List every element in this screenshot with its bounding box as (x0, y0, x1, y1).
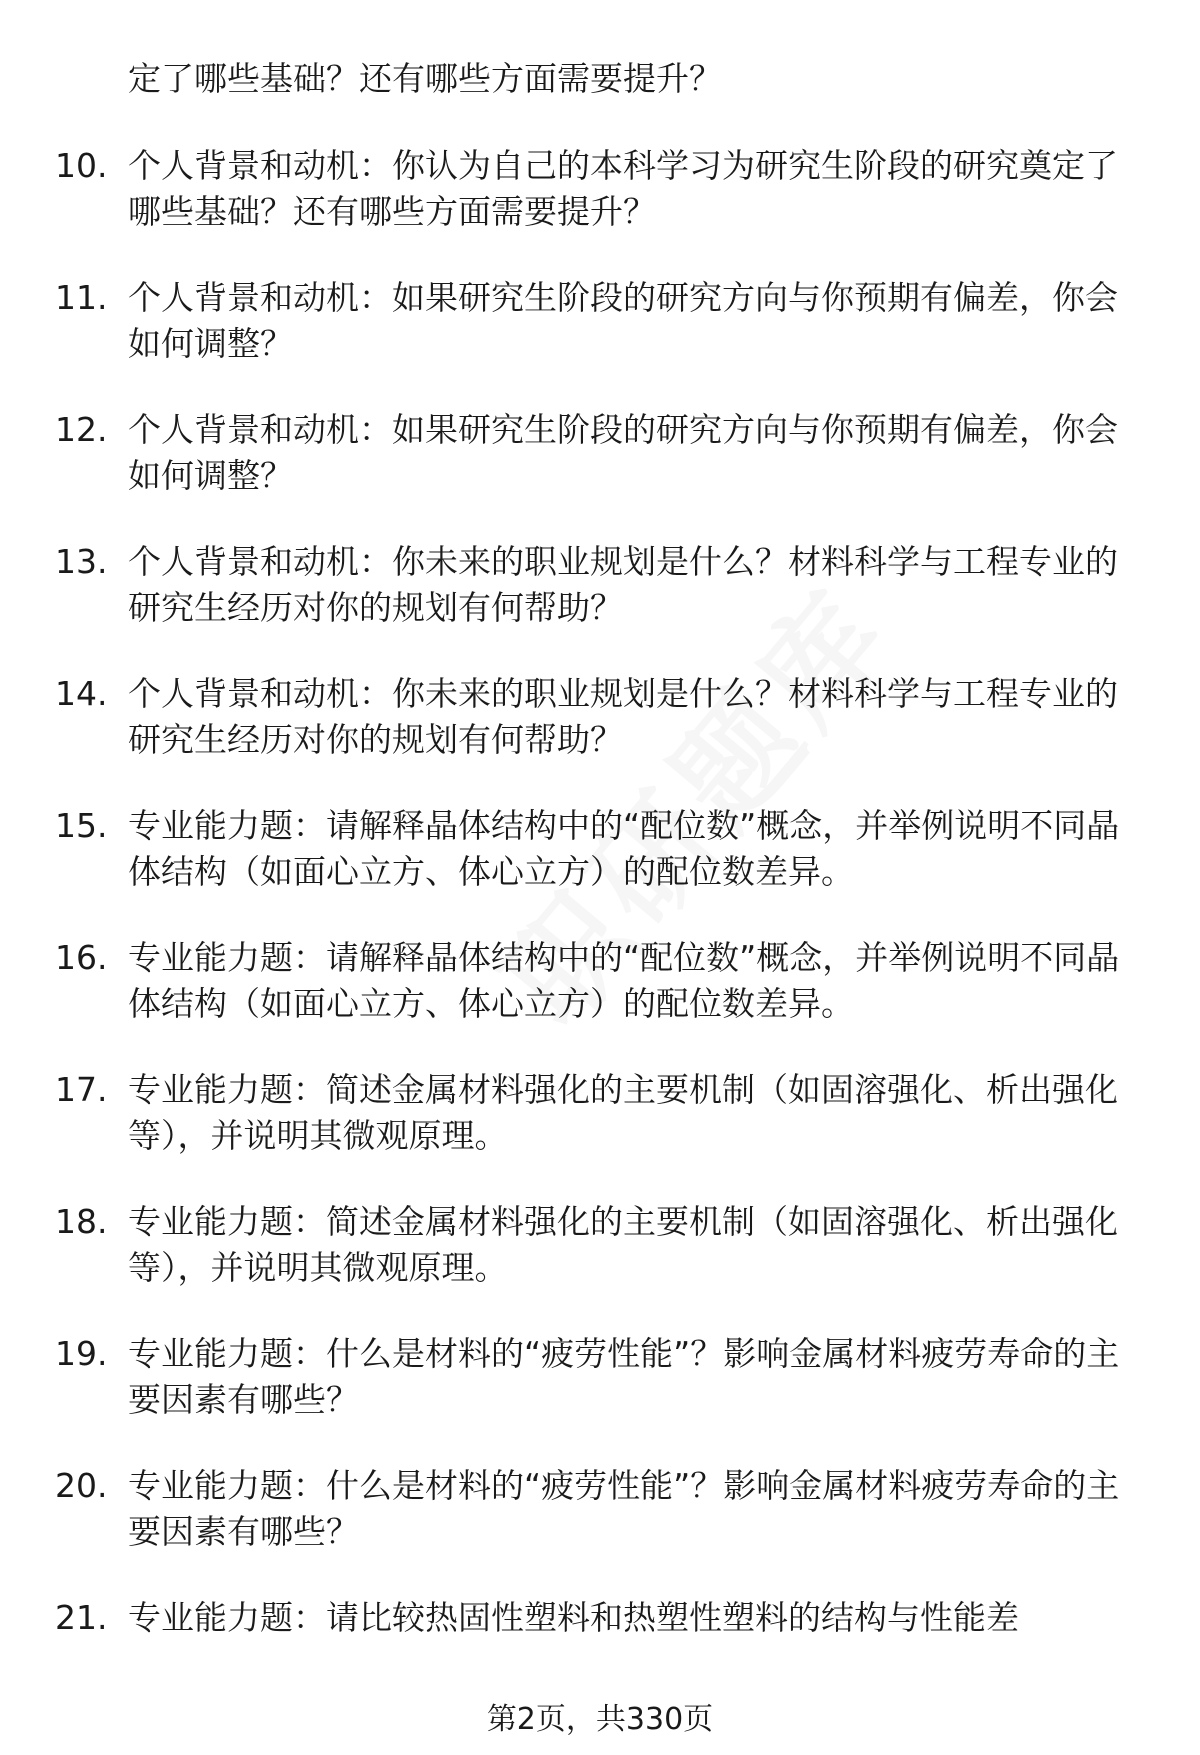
question-list (0, 143, 1200, 1727)
continuation-text: 定了哪些基础？还有哪些方面需要提升？ (128, 59, 722, 98)
question-item (0, 803, 1200, 935)
question-number: 16. (55, 938, 108, 977)
question-item (0, 1199, 1200, 1331)
question-number: 21. (55, 1598, 108, 1637)
question-number: 11. (55, 278, 108, 317)
question-number: 18. (55, 1202, 108, 1241)
question-number: 17. (55, 1070, 108, 1109)
question-text: 专业能力题：请比较热固性塑料和热塑性塑料的结构与性能差 (128, 1598, 1019, 1637)
question-text: 专业能力题：简述金属材料强化的主要机制（如固溶强化、析出强化等），并说明其微观原理。 (128, 1202, 1118, 1287)
question-item (0, 143, 1200, 275)
question-item (0, 671, 1200, 803)
question-number: 15. (55, 806, 108, 845)
question-text: 个人背景和动机：如果研究生阶段的研究方向与你预期有偏差，你会如何调整？ (128, 278, 1118, 363)
question-text: 个人背景和动机：你认为自己的本科学习为研究生阶段的研究奠定了哪些基础？还有哪些方面需要提升？ (128, 146, 1118, 231)
question-text: 专业能力题：什么是材料的“疲劳性能”？影响金属材料疲劳寿命的主要因素有哪些？ (128, 1466, 1120, 1551)
question-item (0, 407, 1200, 539)
question-text: 个人背景和动机：如果研究生阶段的研究方向与你预期有偏差，你会如何调整？ (128, 410, 1118, 495)
question-text: 专业能力题：什么是材料的“疲劳性能”？影响金属材料疲劳寿命的主要因素有哪些？ (128, 1334, 1120, 1419)
question-number: 12. (55, 410, 108, 449)
question-item (0, 275, 1200, 407)
question-text: 专业能力题：请解释晶体结构中的“配位数”概念，并举例说明不同晶体结构（如面心立方、体心立方）的配位数差异。 (128, 806, 1120, 891)
page-footer: 第2页，共330页 (486, 1702, 714, 1737)
question-text: 专业能力题：简述金属材料强化的主要机制（如固溶强化、析出强化等），并说明其微观原理。 (128, 1070, 1118, 1155)
question-item (0, 1463, 1200, 1595)
question-item (0, 1331, 1200, 1463)
question-item (0, 1067, 1200, 1199)
question-text: 专业能力题：请解释晶体结构中的“配位数”概念，并举例说明不同晶体结构（如面心立方、体心立方）的配位数差异。 (128, 938, 1120, 1023)
question-text: 个人背景和动机：你未来的职业规划是什么？材料科学与工程专业的研究生经历对你的规划有何帮助？ (128, 542, 1118, 627)
question-number: 20. (55, 1466, 108, 1505)
question-number: 10. (55, 146, 108, 185)
question-item (0, 935, 1200, 1067)
question-item (0, 539, 1200, 671)
question-number: 13. (55, 542, 108, 581)
question-text: 个人背景和动机：你未来的职业规划是什么？材料科学与工程专业的研究生经历对你的规划有何帮助？ (128, 674, 1118, 759)
question-number: 19. (55, 1334, 108, 1373)
question-number: 14. (55, 674, 108, 713)
